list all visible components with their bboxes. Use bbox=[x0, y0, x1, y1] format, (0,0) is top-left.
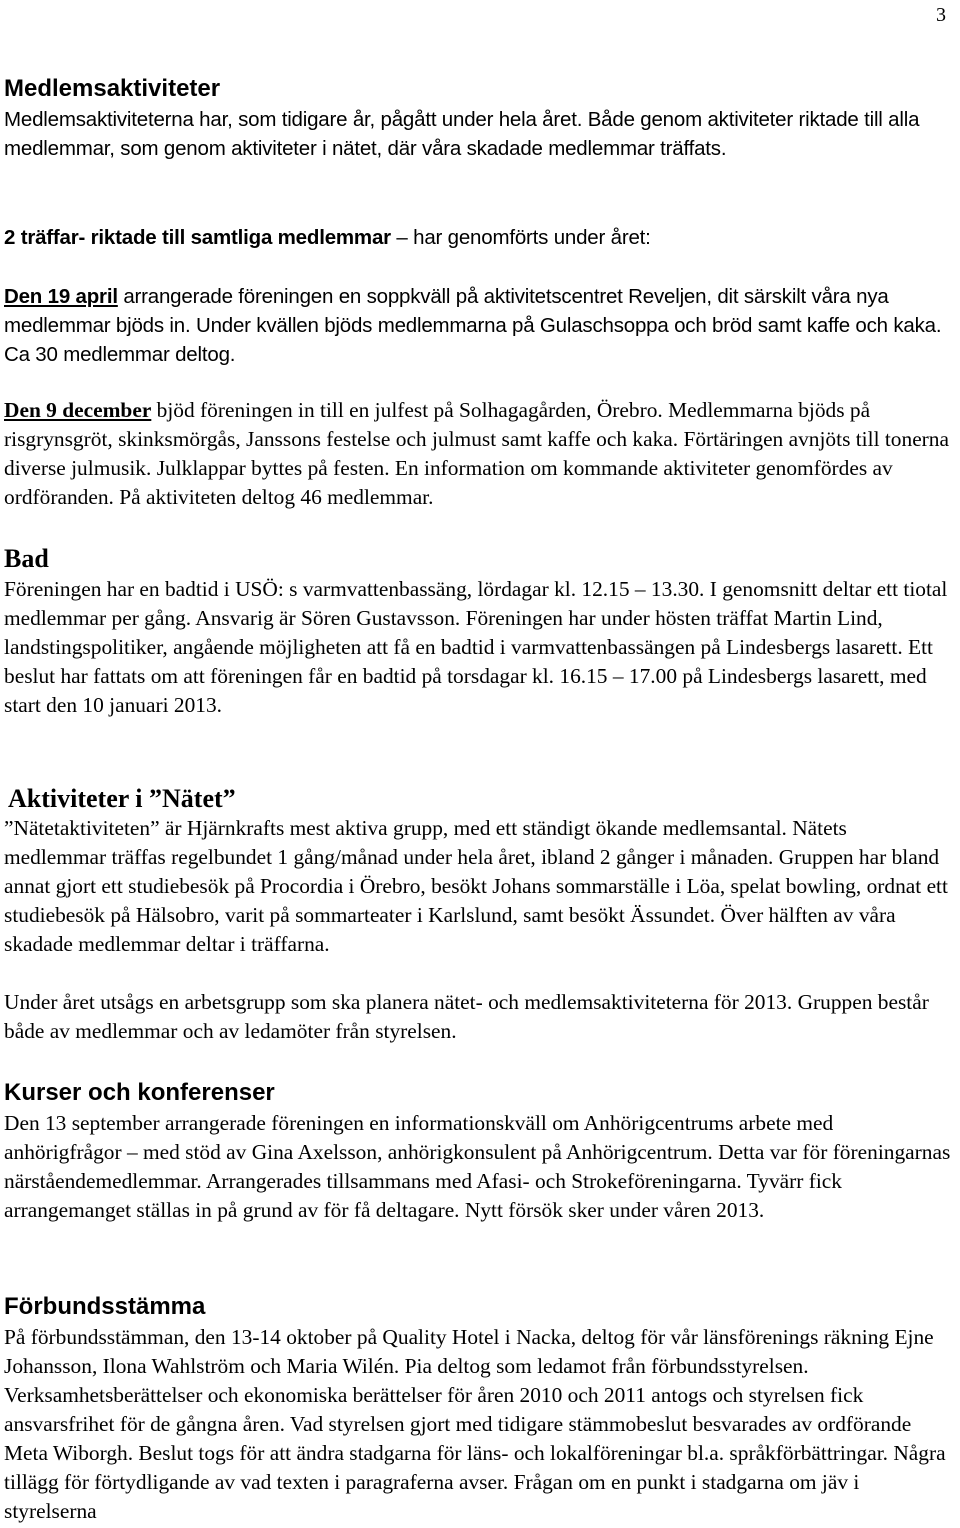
paragraph-medlem-intro: Medlemsaktiviteterna har, som tidigare år, pågått under hela året. Både genom aktiviteter riktade till alla medlemmar, som genom aktiviteter i nätet, där våra skadade medlemmar träffats. bbox=[4, 108, 920, 160]
paragraph-natet: ”Nätetaktiviteten” är Hjärnkrafts mest aktiva grupp, med ett ständigt ökande medlemsantal. Nätets medlemmar träffas regelbundet 1 gång/månad under hela året, ibland 2 gånger i månaden. Gruppen har bland annat gjort ett studiebesök på Procordia i Örebro, besökt Johans sommarställe i Löa, spelat bowling, ordnat ett studiebesök på Hälsobro, varit på sommarteater i Karlslund, samt besökt Ässundet. Över hälften av våra skadade medlemmar deltar i träffarna. bbox=[4, 816, 948, 956]
paragraph-kurser: Den 13 september arrangerade föreningen en informationskväll om Anhörigcentrums arbete med anhörigfrågor – med stöd av Gina Axelsson, anhörigkonsulent på Anhörigcentrum. Detta var för föreningarnas närståendemedlemmar. Arrangerades tillsammans med Afasi- och Strokeföreningarna. Tyvärr fick arrangemanget ställas in på grund av för få deltagare. Nytt försök sker under våren 2013. bbox=[4, 1111, 951, 1222]
paragraph-april bbox=[4, 282, 952, 369]
heading-natet: Aktiviteter i ”Nätet” bbox=[8, 784, 236, 813]
heading-bad: Bad bbox=[4, 544, 49, 573]
december-text: bjöd föreningen in till en julfest på Solhagagården, Örebro. Medlemmarna bjöds på risgrynsgröt, skinksmörgås, Janssons festelse och julmust samt kaffe och kaka. Förtäringen avnjöts till tonerna diverse julmusik. Julklappar byttes på festen. En information om kommande aktiviteter genomfördes av ordföranden. På aktiviteten deltog 46 medlemmar. bbox=[4, 398, 949, 509]
traffar-text: – har genomförts under året: bbox=[390, 226, 651, 249]
paragraph-december bbox=[4, 396, 952, 512]
april-text: arrangerade föreningen en soppkväll på aktivitetscentret Reveljen, dit särskilt våra nya medlemmar bjöds in. Under kvällen bjöds medlemmarna på Gulaschsoppa och bröd samt kaffe och kaka. Ca 30 medlemmar deltog. bbox=[4, 285, 942, 366]
heading-forbundsstamma: Förbundsstämma bbox=[4, 1293, 206, 1320]
traffar-label: 2 träffar- riktade till samtliga medlemmar bbox=[4, 226, 391, 249]
april-date: Den 19 april bbox=[4, 285, 118, 308]
paragraph-arbetsgrupp: Under året utsågs en arbetsgrupp som ska planera nätet- och medlemsaktiviteterna för 2013. Gruppen består både av medlemmar och av ledamöter från styrelsen. bbox=[4, 990, 929, 1043]
heading-medlemsaktiviteter: Medlemsaktiviteter bbox=[4, 75, 221, 102]
december-date: Den 9 december bbox=[4, 398, 152, 422]
paragraph-forbundsstamma: På förbundsstämman, den 13-14 oktober på Quality Hotel i Nacka, deltog för vår länsförenings räkning Ejne Johansson, Ilona Wahlström och Maria Wilén. Pia deltog som ledamot från förbundsstyrelsen. Verksamhetsberättelser och ekonomiska berättelser för åren 2010 och 2011 antogs och styrelsen fick ansvarsfrihet för de gångna åren. Vad styrelsen gjort med tidigare stämmobeslut besvarades av ordförande Meta Wiborgh. Beslut togs för att ändra stadgarna för läns- och lokalföreningar bl.a. språkförbättringar. Några tillägg för förtydligande av vad texten i paragraferna avser. Frågan om en punkt i stadgarna om jäv i styrelserna bbox=[4, 1325, 946, 1523]
heading-kurser: Kurser och konferenser bbox=[4, 1079, 275, 1106]
page-number: 3 bbox=[936, 4, 946, 26]
paragraph-bad: Föreningen har en badtid i USÖ: s varmvattenbassäng, lördagar kl. 12.15 – 13.30. I genomsnitt deltar ett tiotal medlemmar per gång. Ansvarig är Sören Gustavsson. Föreningen har under hösten träffat Martin Lind, landstingspolitiker, angående möjligheten att få en badtid i varmvattenbassängen på Lindesbergs lasarett. Ett beslut har fattats om att föreningen får en badtid på torsdagar kl. 16.15 – 17.00 på Lindesbergs lasarett, med start den 10 januari 2013. bbox=[4, 577, 948, 717]
paragraph-traffar bbox=[4, 223, 952, 252]
